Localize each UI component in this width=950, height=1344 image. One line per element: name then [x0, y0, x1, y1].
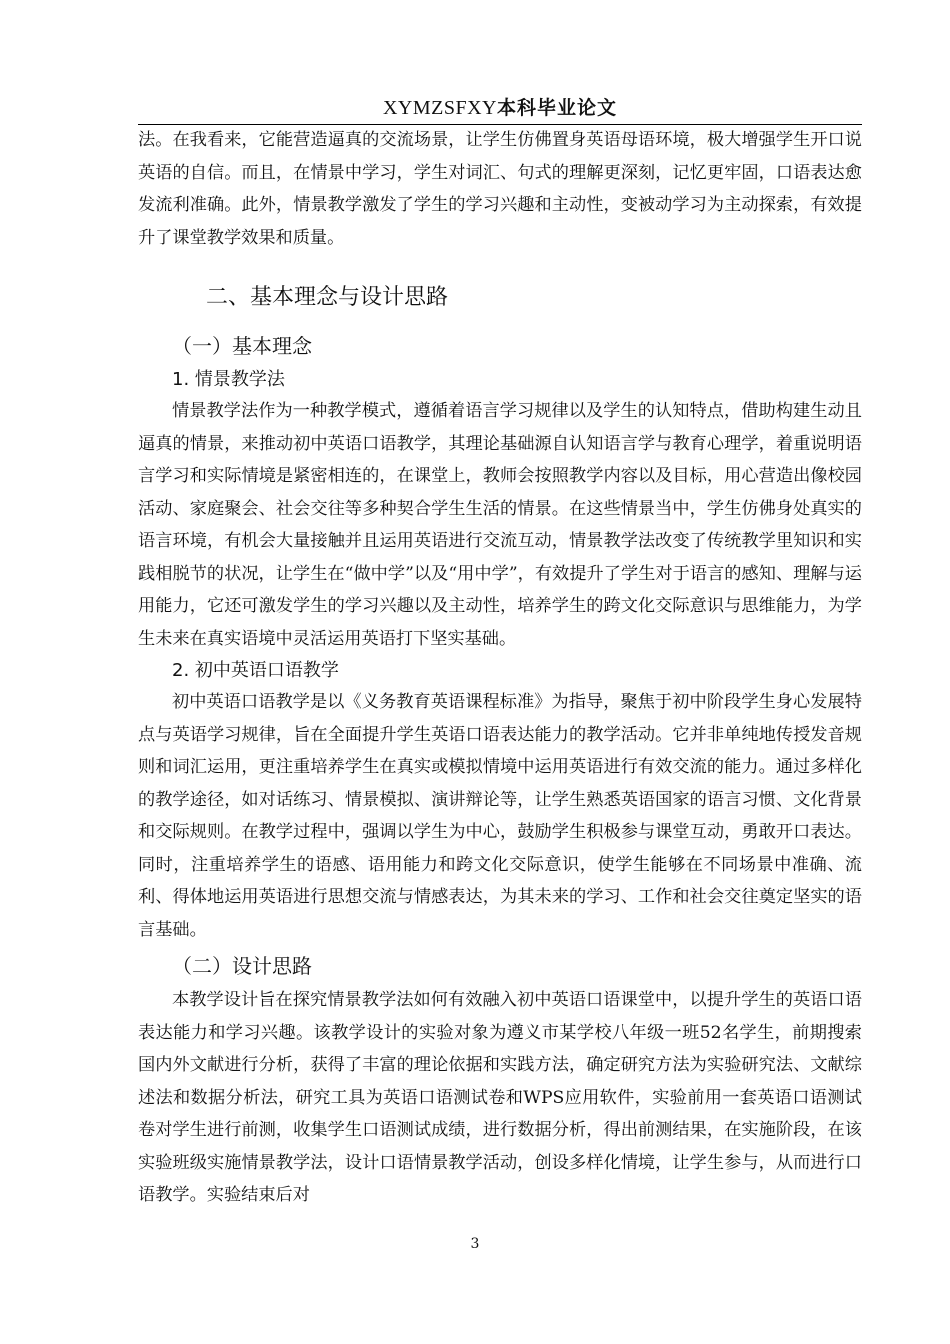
- section-heading: 二、基本理念与设计思路: [206, 285, 449, 310]
- subsection-heading-concepts: （一）基本理念: [172, 334, 312, 358]
- item-heading-situational-teaching: 1. 情景教学法: [172, 369, 285, 390]
- paragraph-continued: 法。在我看来，它能营造逼真的交流场景，让学生仿佛置身英语母语环境，极大增强学生开口说英语的自信。而且，在情景中学习，学生对词汇、句式的理解更深刻，记忆更牢固，口语表达愈发流利准确。此外，情景教学激发了学生的学习兴趣和主动性，变被动学习为主动探索，有效提升了课堂教学效果和质量。: [138, 130, 862, 248]
- page-header: [138, 94, 862, 125]
- page-body: [138, 124, 862, 1212]
- item-heading-oral-english: 2. 初中英语口语教学: [172, 660, 339, 681]
- page-number: 3: [470, 1236, 480, 1252]
- header-title: 本科毕业论文: [497, 97, 618, 119]
- paragraph-design: 本教学设计旨在探究情景教学法如何有效融入初中英语口语课堂中，以提升学生的英语口语表达能力和学习兴趣。该教学设计的实验对象为遵义市某学校八年级一班52名学生，前期搜索国内外文献进行分析，获得了丰富的理论依据和实践方法，确定研究方法为实验研究法、文献综述法和数据分析法，研究工具为英语口语测试卷和WPS应用软件，实验前用一套英语口语测试卷对学生进行前测，收集学生口语测试成绩，进行数据分析，得出前测结果，在实施阶段，在该实验班级实施情景教学法，设计口语情景教学活动，创设多样化情境，让学生参与，从而进行口语教学。实验结束后对: [138, 990, 862, 1205]
- subsection-heading-design: （二）设计思路: [172, 954, 312, 978]
- paragraph-situational-teaching: 情景教学法作为一种教学模式，遵循着语言学习规律以及学生的认知特点，借助构建生动且逼真的情景，来推动初中英语口语教学，其理论基础源自认知语言学与教育心理学，着重说明语言学习和实际情境是紧密相连的，在课堂上，教师会按照教学内容以及目标，用心营造出像校园活动、家庭聚会、社会交往等多种契合学生生活的情景。在这些情景当中，学生仿佛身处真实的语言环境，有机会大量接触并且运用英语进行交流互动，情景教学法改变了传统教学里知识和实践相脱节的状况，让学生在“做中学”以及“用中学”，有效提升了学生对于语言的感知、理解与运用能力，它还可激发学生的学习兴趣以及主动性，培养学生的跨文化交际意识与思维能力，为学生未来在真实语境中灵活运用英语打下坚实基础。: [138, 401, 862, 649]
- paragraph-oral-english: 初中英语口语教学是以《义务教育英语课程标准》为指导，聚焦于初中阶段学生身心发展特点与英语学习规律，旨在全面提升学生英语口语表达能力的教学活动。它并非单纯地传授发音规则和词汇运用，更注重培养学生在真实或模拟情境中运用英语进行有效交流的能力。通过多样化的教学途径，如对话练习、情景模拟、演讲辩论等，让学生熟悉英语国家的语言习惯、文化背景和交际规则。在教学过程中，强调以学生为中心，鼓励学生积极参与课堂互动，勇敢开口表达。同时，注重培养学生的语感、语用能力和跨文化交际意识，使学生能够在不同场景中准确、流利、得体地运用英语进行思想交流与情感表达，为其未来的学习、工作和社会交往奠定坚实的语言基础。: [138, 692, 862, 940]
- header-code: XYMZSFXY: [382, 97, 497, 119]
